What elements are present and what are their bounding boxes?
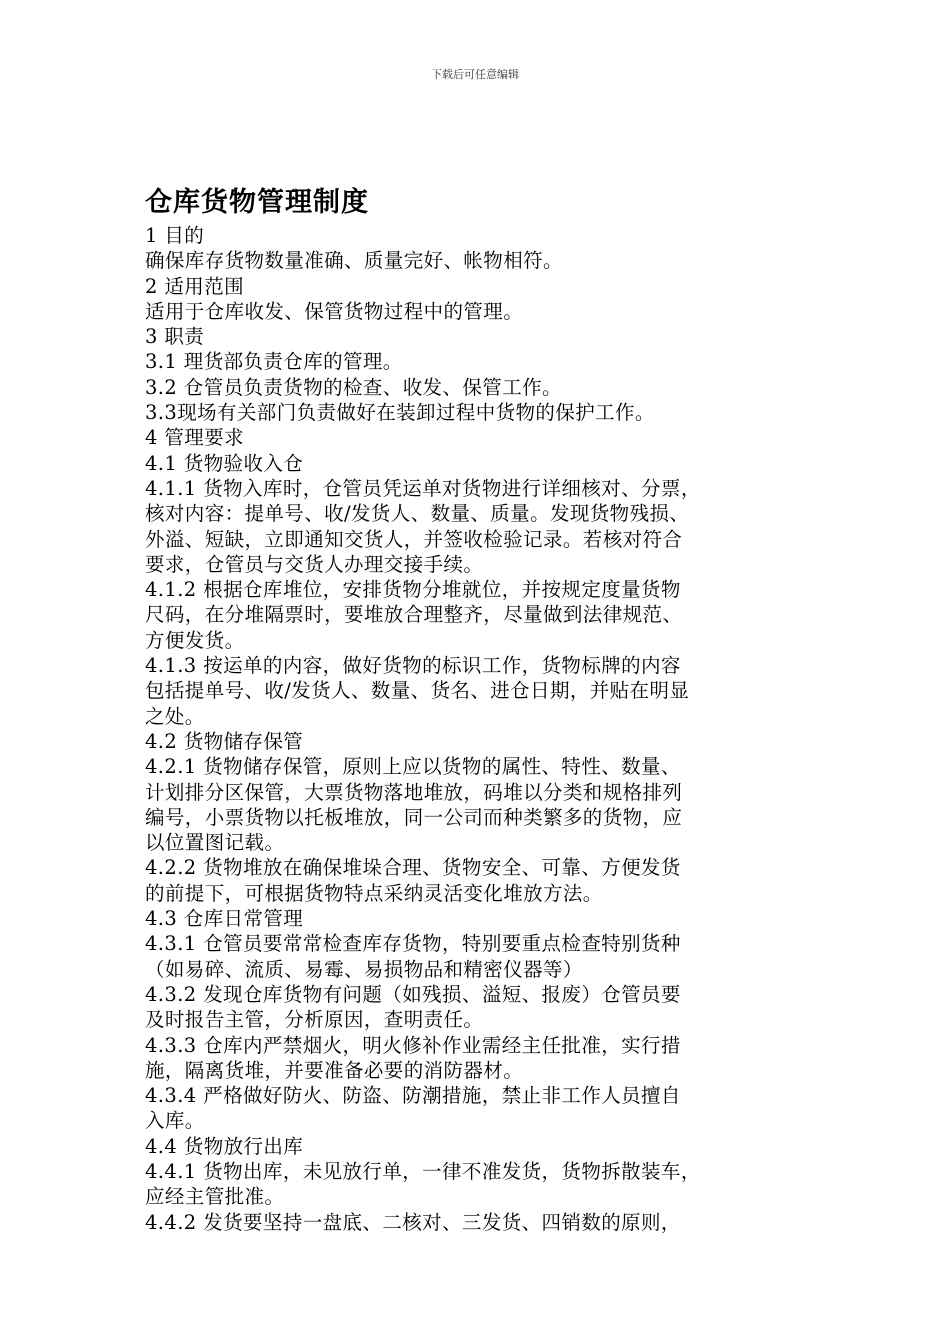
text-line: 施，隔离货堆，并要准备必要的消防器材。 bbox=[145, 1058, 524, 1082]
text-line: 计划排分区保管，大票货物落地堆放，码堆以分类和规格排列 bbox=[145, 780, 683, 804]
text-line: 4.3.3 仓库内严禁烟火，明火修补作业需经主任批准，实行措 bbox=[145, 1033, 681, 1057]
text-line: 4.1.3 按运单的内容，做好货物的标识工作，货物标牌的内容 bbox=[145, 654, 681, 678]
text-line: 4.4.2 发货要坚持一盘底、二核对、三发货、四销数的原则， bbox=[145, 1210, 681, 1234]
text-line: 4.2.2 货物堆放在确保堆垛合理、货物安全、可靠、方便发货 bbox=[145, 856, 681, 880]
text-line: 编号，小票货物以托板堆放，同一公司而种类繁多的货物，应 bbox=[145, 805, 683, 829]
text-line: 4 管理要求 bbox=[145, 426, 245, 450]
text-line: 4.1.2 根据仓库堆位，安排货物分堆就位，并按规定度量货物 bbox=[145, 578, 681, 602]
text-line: 以位置图记载。 bbox=[145, 831, 285, 855]
text-line: 4.3 仓库日常管理 bbox=[145, 907, 304, 931]
text-line: 外溢、短缺，立即通知交货人，并签收检验记录。若核对符合 bbox=[145, 527, 683, 551]
text-line: 4.1.1 货物入库时，仓管员凭运单对货物进行详细核对、分票， bbox=[145, 476, 701, 500]
text-line: 入库。 bbox=[145, 1109, 205, 1133]
text-line: 3.2 仓管员负责货物的检查、收发、保管工作。 bbox=[145, 375, 562, 399]
text-line: 尺码，在分堆隔票时，要堆放合理整齐，尽量做到法律规范、 bbox=[145, 603, 683, 627]
text-line: 4.3.4 严格做好防火、防盗、防潮措施，禁止非工作人员擅自 bbox=[145, 1084, 681, 1108]
text-line: 4.3.2 发现仓库货物有问题（如残损、溢短、报废）仓管员要 bbox=[145, 982, 681, 1006]
text-line: 适用于仓库收发、保管货物过程中的管理。 bbox=[145, 299, 524, 323]
text-line: （如易碎、流质、易霉、易损物品和精密仪器等） bbox=[145, 957, 583, 981]
document-body bbox=[145, 223, 815, 1235]
text-line: 4.3.1 仓管员要常常检查库存货物，特别要重点检查特别货种 bbox=[145, 932, 681, 956]
text-line: 之处。 bbox=[145, 704, 205, 728]
text-line: 的前提下，可根据货物特点采纳灵活变化堆放方法。 bbox=[145, 881, 603, 905]
header-note: 下载后可任意编辑 bbox=[431, 68, 519, 81]
text-line: 方便发货。 bbox=[145, 628, 245, 652]
text-line: 4.2.1 货物储存保管，原则上应以货物的属性、特性、数量、 bbox=[145, 755, 681, 779]
text-line: 要求，仓管员与交货人办理交接手续。 bbox=[145, 552, 484, 576]
text-line: 3.3现场有关部门负责做好在装卸过程中货物的保护工作。 bbox=[145, 401, 655, 425]
text-line: 2 适用范围 bbox=[145, 274, 245, 298]
text-line: 确保库存货物数量准确、质量完好、帐物相符。 bbox=[145, 249, 563, 273]
text-line: 4.4.1 货物出库，未见放行单，一律不准发货，货物拆散装车， bbox=[145, 1159, 701, 1183]
text-line: 3.1 理货部负责仓库的管理。 bbox=[145, 350, 403, 374]
text-line: 包括提单号、收/发货人、数量、货名、进仓日期，并贴在明显 bbox=[145, 679, 690, 703]
document-title: 仓库货物管理制度 bbox=[145, 187, 369, 218]
text-line: 1 目的 bbox=[145, 224, 205, 247]
text-line: 3 职责 bbox=[145, 325, 205, 349]
text-line: 及时报告主管，分析原因，查明责任。 bbox=[145, 1008, 484, 1032]
text-line: 4.2 货物储存保管 bbox=[145, 729, 304, 753]
text-line: 应经主管批准。 bbox=[145, 1185, 285, 1209]
text-line: 4.1 货物验收入仓 bbox=[145, 451, 304, 475]
text-line: 核对内容：提单号、收/发货人、数量、质量。发现货物残损、 bbox=[145, 502, 690, 526]
text-line: 4.4 货物放行出库 bbox=[145, 1134, 304, 1158]
